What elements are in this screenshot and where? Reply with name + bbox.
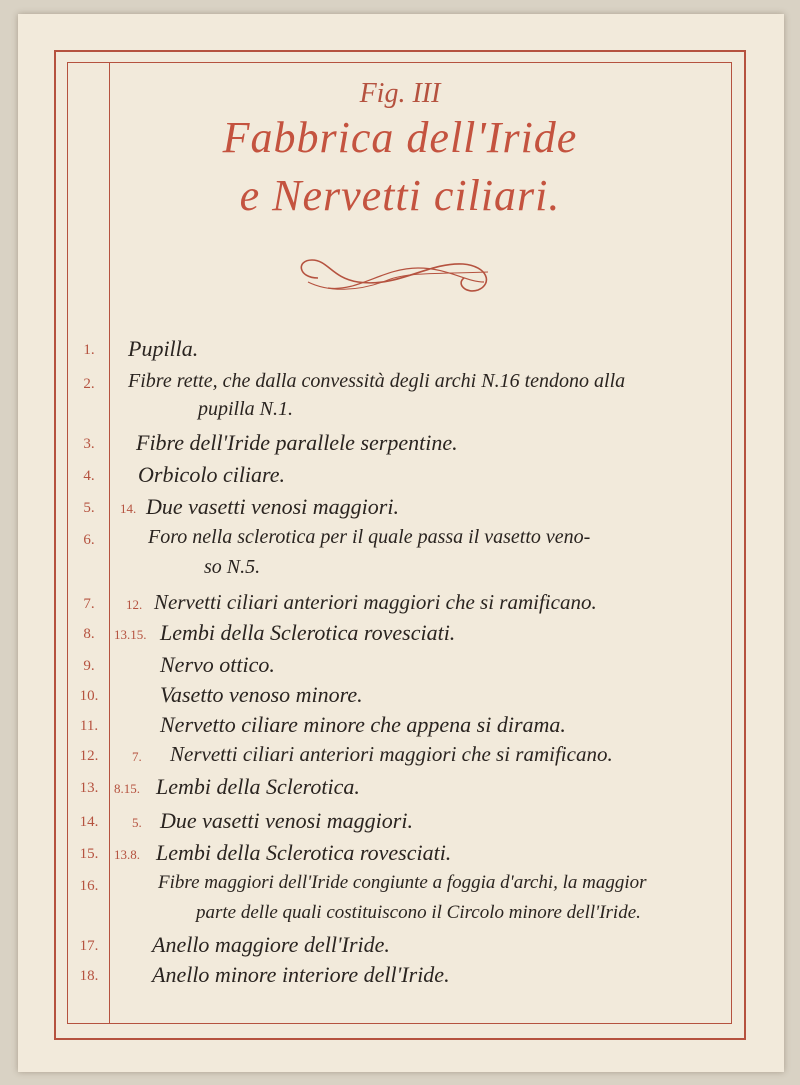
entry-17: [0, 932, 800, 962]
entry-text: Due vasetti venosi maggiori.: [146, 494, 399, 519]
entry-number: 10.: [79, 688, 99, 704]
entry-cross-reference: 14.: [120, 501, 137, 516]
entry-cross-reference: 7.: [132, 749, 142, 764]
entry-9: [0, 652, 800, 682]
entry-text: Lembi della Sclerotica rovesciati.: [160, 620, 456, 645]
entry-text: Lembi della Sclerotica rovesciati.: [156, 840, 452, 865]
entry-13: [0, 774, 800, 804]
entry-number: 4.: [83, 468, 95, 484]
entry-6: [0, 526, 800, 578]
entry-number: 9.: [83, 658, 95, 674]
entry-number: 14.: [79, 814, 99, 830]
entry-number: 5.: [83, 500, 95, 516]
entry-text: Anello minore interiore dell'Iride.: [152, 962, 450, 987]
entry-cross-reference: 13.8.: [114, 847, 140, 862]
entry-7: [0, 590, 800, 620]
entry-continuation: pupilla N.1.: [198, 398, 294, 420]
entry-number: 11.: [79, 718, 99, 734]
entry-text: Nervetto ciliare minore che appena si dirama.: [160, 712, 566, 737]
entry-14: [0, 808, 800, 838]
entry-5: [0, 494, 800, 524]
entry-3: [0, 430, 800, 460]
entry-number: 3.: [83, 436, 95, 452]
entry-number: 2.: [83, 376, 95, 392]
entry-10: [0, 682, 800, 712]
entry-text: Pupilla.: [128, 336, 199, 361]
entry-15: [0, 840, 800, 870]
entry-continuation: parte delle quali costituiscono il Circolo minore dell'Iride.: [196, 902, 641, 923]
entry-11: [0, 712, 800, 742]
entry-1: [0, 336, 800, 366]
entry-cross-reference: 5.: [132, 815, 142, 830]
entry-number: 8.: [83, 626, 95, 642]
entry-text: Anello maggiore dell'Iride.: [152, 932, 390, 957]
title-line-1: Fabbrica dell'Iride: [222, 113, 578, 162]
entry-text: Fibre maggiori dell'Iride congiunte a foggia d'archi, la maggior: [158, 872, 647, 893]
entry-18: [0, 962, 800, 992]
entry-text: Lembi della Sclerotica.: [156, 774, 360, 799]
flourish-ornament: [288, 252, 508, 302]
figure-label: Fig. III: [359, 78, 441, 109]
entry-4: [0, 462, 800, 492]
title-line-2: e Nervetti ciliari.: [239, 171, 561, 220]
entry-number: 18.: [79, 968, 99, 984]
entry-text: Fibre dell'Iride parallele serpentine.: [136, 430, 458, 455]
entry-2: [0, 370, 800, 420]
entry-cross-reference: 8.15.: [114, 781, 140, 796]
entry-text: Foro nella sclerotica per il quale passa il vasetto veno-: [148, 526, 591, 548]
entry-number: 16.: [79, 878, 99, 894]
entry-continuation: so N.5.: [204, 556, 261, 578]
entry-text: Vasetto venoso minore.: [160, 682, 363, 707]
entry-number: 13.: [79, 780, 99, 796]
entry-number: 7.: [83, 596, 95, 612]
entry-cross-reference: 12.: [126, 597, 143, 612]
entry-number: 15.: [79, 846, 99, 862]
entry-text: Nervetti ciliari anteriori maggiori che si ramificano.: [154, 590, 597, 614]
entry-8: [0, 620, 800, 650]
entry-number: 6.: [83, 532, 95, 548]
entry-16: [0, 872, 800, 923]
entry-text: Due vasetti venosi maggiori.: [160, 808, 413, 833]
entry-number: 17.: [79, 938, 99, 954]
entry-12: [0, 742, 800, 772]
entry-text: Orbicolo ciliare.: [138, 462, 286, 487]
entry-text: Nervo ottico.: [160, 652, 275, 677]
entry-text: Nervetti ciliari anteriori maggiori che si ramificano.: [170, 742, 613, 766]
entry-number: 1.: [83, 342, 95, 358]
entry-number: 12.: [79, 748, 99, 764]
entry-text: Fibre rette, che dalla convessità degli archi N.16 tendono alla: [128, 370, 626, 392]
entry-cross-reference: 13.15.: [114, 627, 147, 642]
